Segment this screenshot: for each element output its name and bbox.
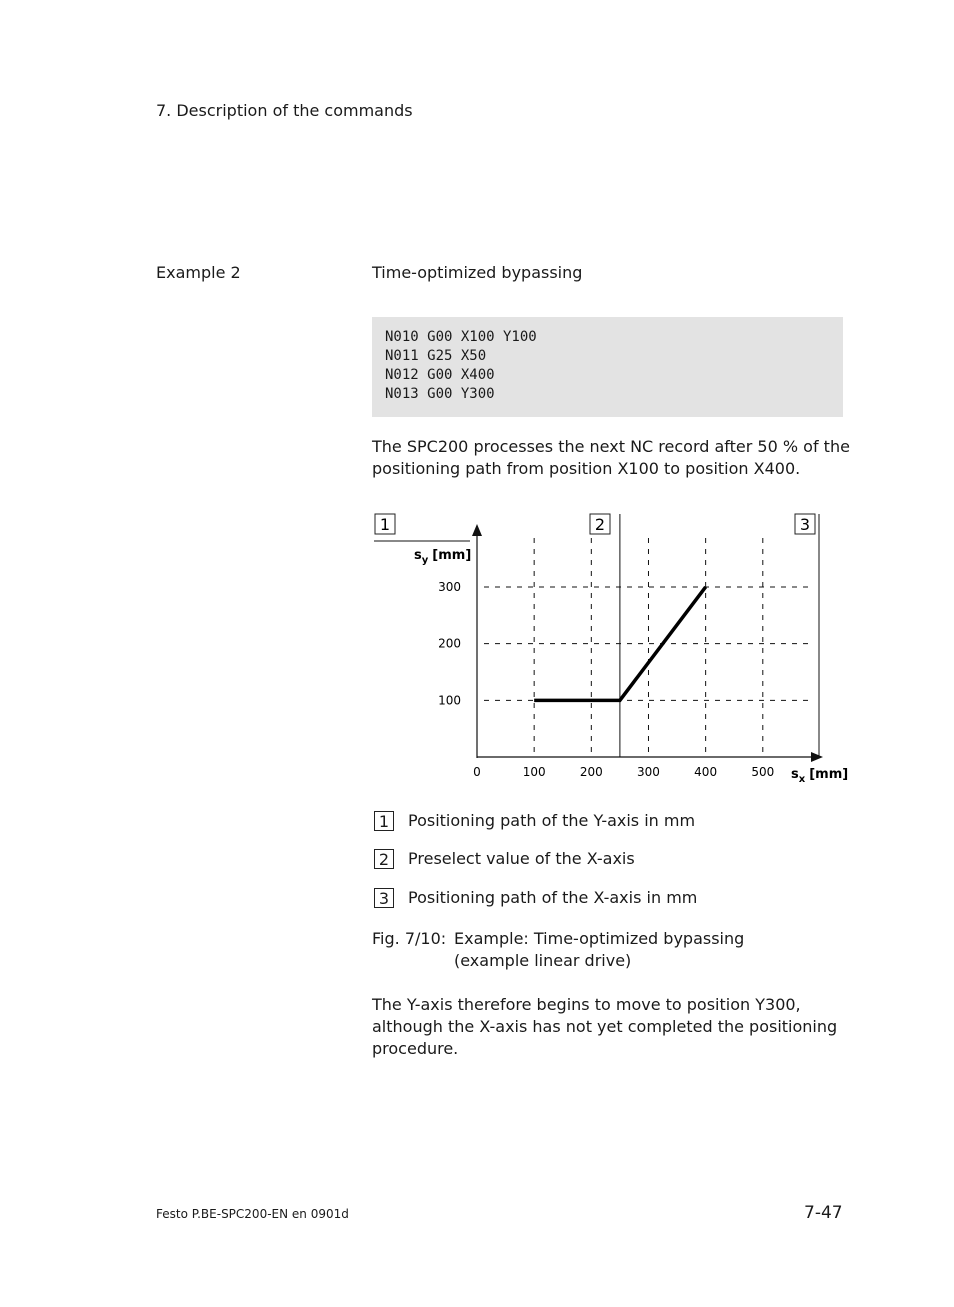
legend-box-3: 3: [374, 888, 394, 908]
tick-labels: [438, 580, 774, 779]
x-tick-label: 500: [751, 765, 775, 779]
y-axis-label: $s_y$ [mm]: [414, 548, 472, 566]
marker-2: [590, 514, 610, 534]
marker-2-label: 2: [594, 515, 606, 534]
x-tick-label: 200: [579, 765, 603, 779]
legend-box-2: 2: [374, 849, 394, 869]
marker-3: [795, 514, 815, 534]
grid-lines: [484, 538, 812, 757]
code-line: N010 G00 X100 Y100: [385, 329, 537, 345]
example-label: Example 2: [156, 263, 241, 282]
caption-label: Fig. 7/10:: [372, 929, 447, 948]
legend-text-1: Positioning path of the Y-axis in mm: [408, 811, 696, 830]
marker-3-label: 3: [799, 515, 811, 534]
x-tick-label: 0: [473, 765, 481, 779]
y-tick-label: 100: [438, 693, 461, 708]
caption-line-2: (example linear drive): [454, 951, 632, 970]
page-number: 7-47: [804, 1203, 843, 1223]
caption-line-1: Example: Time-optimized bypassing: [454, 929, 745, 948]
legend-item-3: [374, 887, 698, 909]
legend-box-1: 1: [374, 811, 394, 831]
path-chart: [370, 508, 850, 790]
code-line: N011 G25 X50: [385, 348, 487, 364]
code-block: [372, 317, 843, 417]
paragraph-intro: The SPC200 processes the next NC record after 50 % of the positioning path from position X100 to position X400.: [372, 437, 850, 478]
y-tick-label: 300: [438, 579, 461, 594]
y-tick-label: 200: [438, 636, 461, 651]
code-line: N013 G00 Y300: [385, 386, 495, 402]
section-header: 7. Description of the commands: [156, 101, 413, 120]
x-tick-label: 300: [637, 765, 660, 779]
legend-text-3: Positioning path of the X-axis in mm: [408, 888, 698, 907]
x-axis-label: $s_x$ [mm]: [791, 767, 849, 785]
marker-1-label: 1: [379, 515, 391, 534]
paragraph-conclusion: The Y-axis therefore begins to move to position Y300, although the X-axis has not yet completed the positioning procedure.: [372, 995, 838, 1058]
legend-item-1: [374, 810, 696, 832]
legend-text-2: Preselect value of the X-axis: [408, 849, 635, 868]
x-tick-label: 400: [694, 765, 718, 779]
legend-item-2: [374, 848, 635, 870]
footer-document-id: Festo P.BE-SPC200-EN en 0901d: [156, 1207, 349, 1221]
example-title: Time-optimized bypassing: [372, 263, 583, 282]
marker-1: [375, 514, 395, 534]
y-axis-arrow: [472, 524, 482, 536]
x-axis-arrow: [811, 752, 823, 762]
code-line: N012 G00 X400: [385, 367, 495, 383]
x-tick-label: 100: [522, 765, 546, 779]
